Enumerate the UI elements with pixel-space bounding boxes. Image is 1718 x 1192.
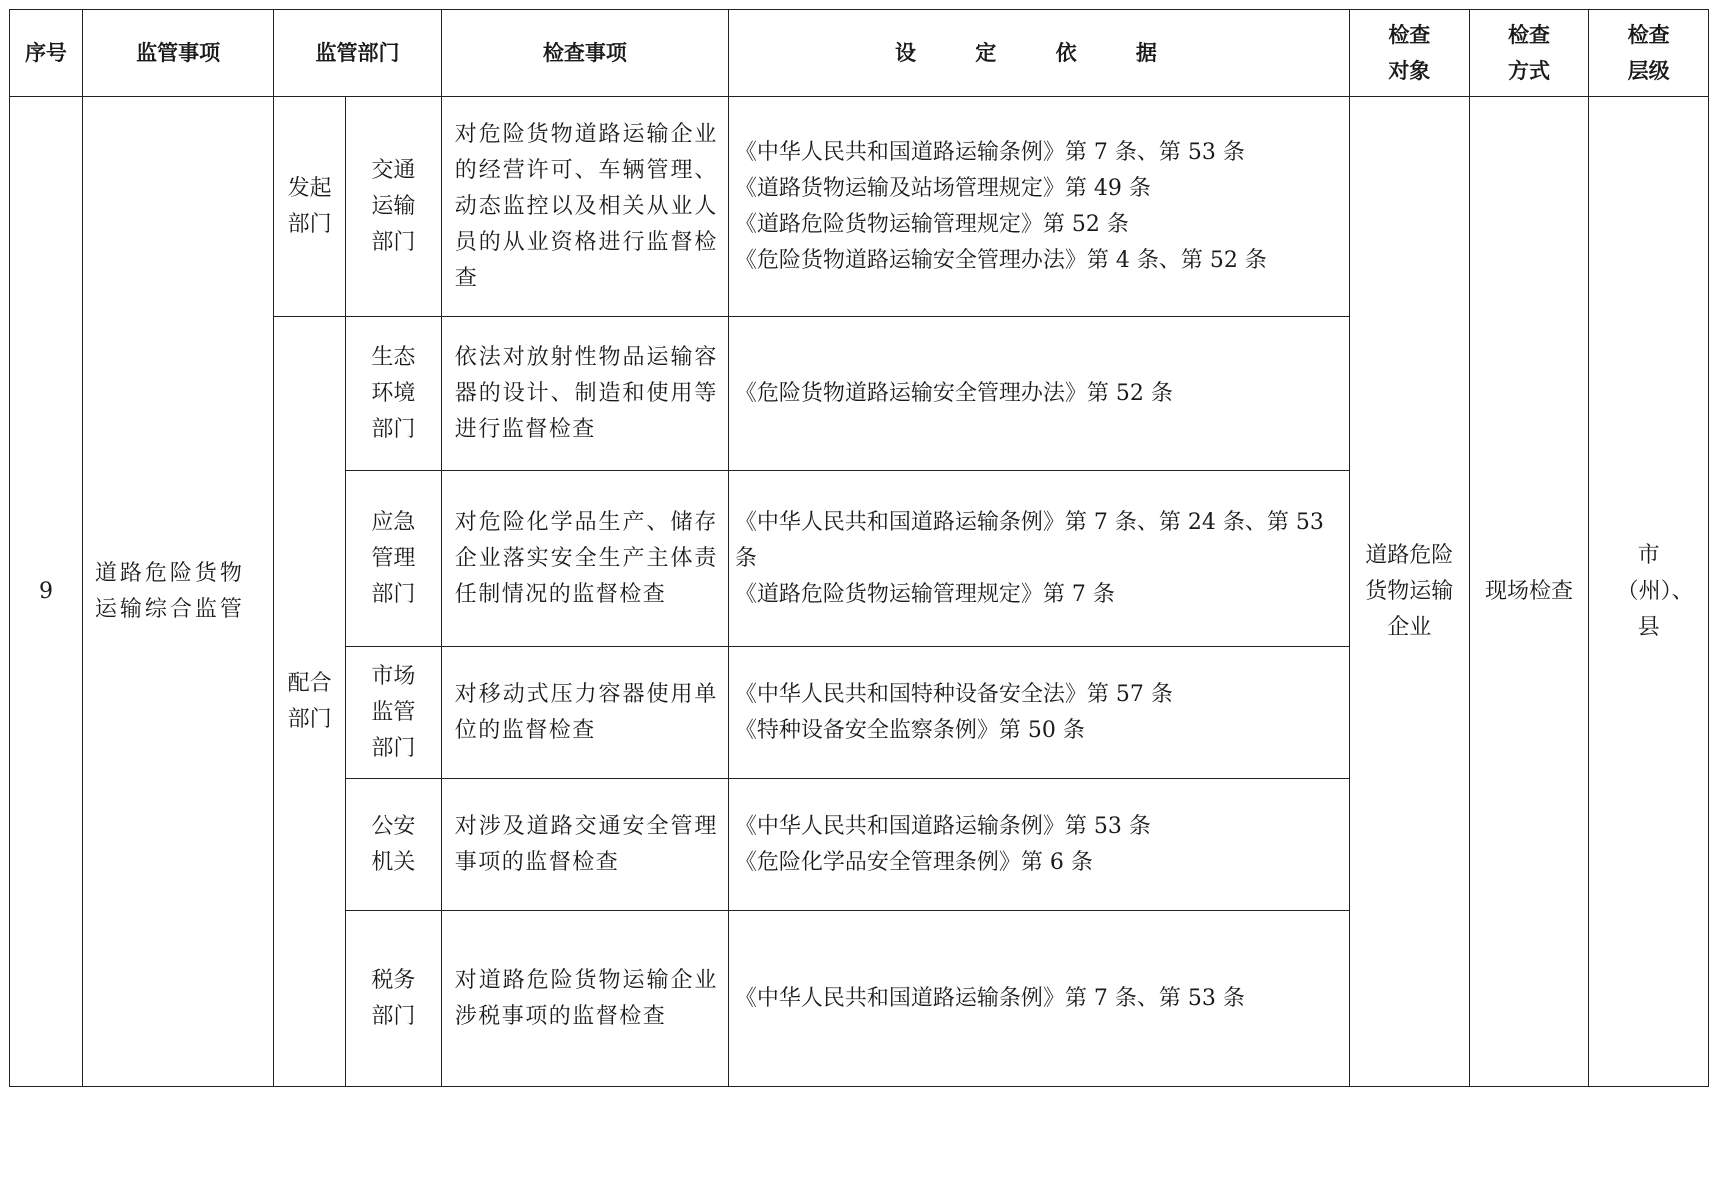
header-target (1350, 10, 1470, 97)
target-cell (1350, 97, 1470, 1087)
dept-cell (346, 911, 442, 1087)
basis-line: 《危险货物道路运输安全管理办法》第 52 条 (734, 380, 1173, 406)
dept-label: 生态环境部门 (371, 344, 416, 442)
seq-cell: 9 (10, 97, 83, 1087)
basis-cell (728, 97, 1349, 317)
header-seq: 序号 (10, 10, 83, 97)
header-level (1589, 10, 1709, 97)
check-item-cell: 对危险化学品生产、储存企业落实安全生产主体责任制情况的监督检查 (441, 471, 728, 647)
basis-line: 《道路危险货物运输管理规定》第 52 条 (734, 211, 1129, 237)
subject-cell (82, 97, 273, 1087)
table-row (10, 97, 1709, 317)
basis-cell (728, 911, 1349, 1087)
basis-line: 《危险货物道路运输安全管理办法》第 4 条、第 52 条 (734, 247, 1267, 273)
basis-line: 《危险化学品安全管理条例》第 6 条 (734, 849, 1093, 875)
check-item-cell: 对涉及道路交通安全管理事项的监督检查 (441, 779, 728, 911)
check-item-cell: 对危险货物道路运输企业的经营许可、车辆管理、动态监控以及相关从业人员的从业资格进行监督检查 (441, 97, 728, 317)
basis-line: 《中华人民共和国道路运输条例》第 53 条 (734, 813, 1151, 839)
basis-line: 《中华人民共和国道路运输条例》第 7 条、第 53 条 (734, 985, 1245, 1011)
group-initiating-text: 发起部门 (287, 175, 332, 237)
header-target-text: 检查对象 (1388, 23, 1431, 83)
group-cooperating-text: 配合部门 (287, 670, 332, 732)
group-initiating (274, 97, 346, 317)
document-page (9, 9, 1709, 1087)
dept-cell (346, 471, 442, 647)
dept-cell (346, 779, 442, 911)
basis-cell (728, 471, 1349, 647)
header-basis (728, 10, 1349, 97)
level-text: 市（州）、县 (1616, 542, 1694, 640)
dept-cell (346, 317, 442, 471)
header-method (1469, 10, 1589, 97)
method-cell: 现场检查 (1469, 97, 1589, 1087)
check-item-cell: 对移动式压力容器使用单位的监督检查 (441, 647, 728, 779)
header-basis-text: 设 定 依 据 (894, 41, 1183, 65)
dept-cell (346, 647, 442, 779)
check-item-cell: 对道路危险货物运输企业涉税事项的监督检查 (441, 911, 728, 1087)
subject-text: 道路危险货物运输综合监管 (94, 560, 245, 622)
group-cooperating (274, 317, 346, 1087)
dept-label: 应急管理部门 (371, 509, 416, 607)
basis-line: 《中华人民共和国道路运输条例》第 7 条、第 53 条 (734, 139, 1245, 165)
level-cell (1589, 97, 1709, 1087)
basis-cell (728, 647, 1349, 779)
header-row (10, 10, 1709, 97)
target-text: 道路危险货物运输企业 (1365, 542, 1454, 640)
header-subject: 监管事项 (82, 10, 273, 97)
basis-line: 《道路危险货物运输管理规定》第 7 条 (734, 581, 1115, 607)
dept-label: 公安机关 (371, 813, 416, 875)
header-method-text: 检查方式 (1507, 23, 1550, 83)
dept-label: 市场监管部门 (371, 663, 416, 761)
dept-cell (346, 97, 442, 317)
header-level-text: 检查层级 (1627, 23, 1670, 83)
supervision-table (9, 9, 1709, 1087)
dept-label: 税务部门 (371, 967, 416, 1029)
dept-label: 交通运输部门 (371, 157, 416, 255)
header-dept: 监管部门 (274, 10, 441, 97)
basis-cell (728, 317, 1349, 471)
basis-line: 《道路货物运输及站场管理规定》第 49 条 (734, 175, 1151, 201)
basis-line: 《特种设备安全监察条例》第 50 条 (734, 717, 1085, 743)
basis-line: 《中华人民共和国特种设备安全法》第 57 条 (734, 681, 1173, 707)
header-check-item: 检查事项 (441, 10, 728, 97)
basis-line: 《中华人民共和国道路运输条例》第 7 条、第 24 条、第 53 条 (734, 509, 1324, 571)
check-item-cell: 依法对放射性物品运输容器的设计、制造和使用等进行监督检查 (441, 317, 728, 471)
basis-cell (728, 779, 1349, 911)
